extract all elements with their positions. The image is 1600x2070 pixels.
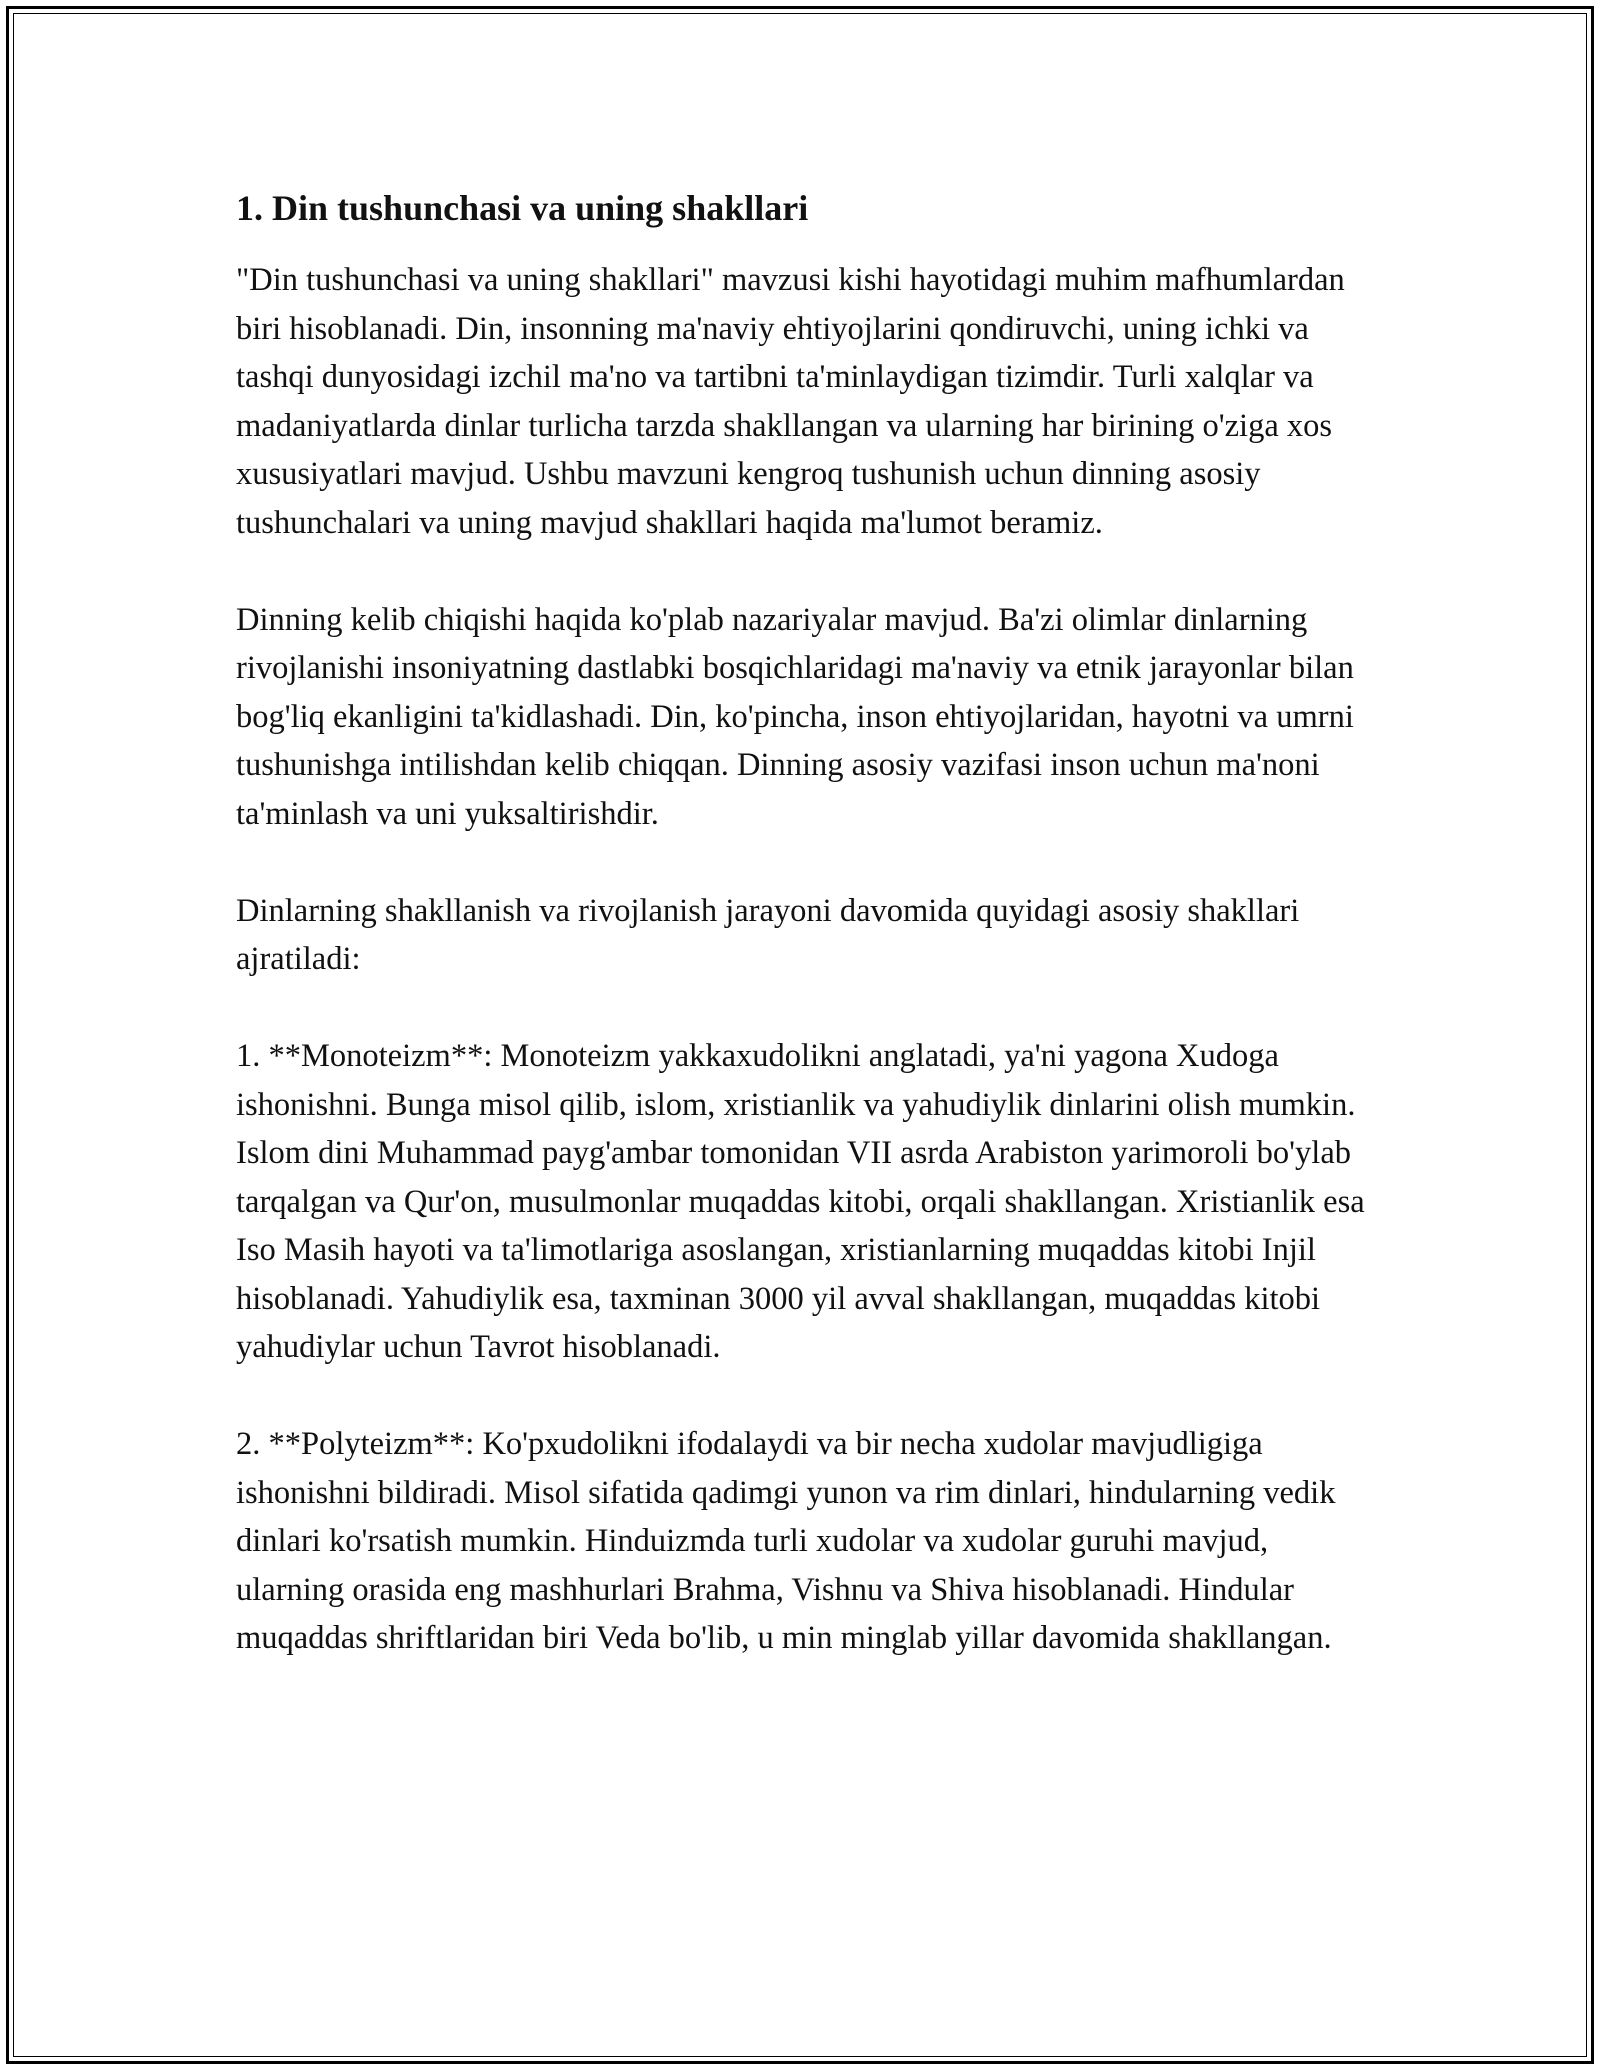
document-title: 1. Din tushunchasi va uning shakllari [236, 188, 809, 228]
paragraph-monotheism: 1. **Monoteizm**: Monoteizm yakkaxudolikni anglatadi, ya'ni yagona Xudoga ishonishni. Bunga misol qilib, islom, xristianlik va yahudiylik dinlarini olish mumkin. Islom dini Muhammad payg'ambar tomonidan VII asrda Arabiston yarimoroli bo'ylab tarqalgan va Qur'on, musulmonlar muqaddas kitobi, orqali shakllangan. Xristianlik esa Iso Masih hayoti va ta'limotlariga asoslangan, xristianlarning muqaddas kitobi Injil hisoblanadi. Yahudiylik esa, taxminan 3000 yil avval shakllangan, muqaddas kitobi yahudiylar uchun Tavrot hisoblanadi. [236, 1038, 1365, 1365]
paragraph-polytheism: 2. **Polyteizm**: Ko'pxudolikni ifodalaydi va bir necha xudolar mavjudligiga ishonishni bildiradi. Misol sifatida qadimgi yunon va rim dinlari, hindularning vedik dinlari ko'rsatish mumkin. Hinduizmda turli xudolar va xudolar guruhi mavjud, ularning orasida eng mashhurlari Brahma, Vishnu va Shiva hisoblanadi. Hindular muqaddas shriftlaridan biri Veda bo'lib, u min minglab yillar davomida shakllangan. [236, 1426, 1336, 1656]
paragraph-origin: Dinning kelib chiqishi haqida ko'plab nazariyalar mavjud. Ba'zi olimlar dinlarning rivojlanishi insoniyatning dastlabki bosqichlaridagi ma'naviy va etnik jarayonlar bilan bog'liq ekanligini ta'kidlashadi. Din, ko'pincha, inson ehtiyojlaridan, hayotni va umrni tushunishga intilishdan kelib chiqqan. Dinning asosiy vazifasi inson uchun ma'noni ta'minlash va uni yuksaltirishdir. [236, 601, 1354, 832]
document-body [236, 188, 1366, 1711]
paragraph-forms-intro: Dinlarning shakllanish va rivojlanish jarayoni davomida quyidagi asosiy shakllari ajratiladi: [236, 892, 1300, 977]
paragraph-intro: "Din tushunchasi va uning shakllari" mavzusi kishi hayotidagi muhim mafhumlardan biri hisoblanadi. Din, insonning ma'naviy ehtiyojlarini qondiruvchi, uning ichki va tashqi dunyosidagi izchil ma'no va tartibni ta'minlaydigan tizimdir. Turli xalqlar va madaniyatlarda dinlar turlicha tarzda shakllangan va ularning har birining o'ziga xos xususiyatlari mavjud. Ushbu mavzuni kengroq tushunish uchun dinning asosiy tushunchalari va uning mavjud shakllari haqida ma'lumot beramiz. [236, 262, 1345, 541]
